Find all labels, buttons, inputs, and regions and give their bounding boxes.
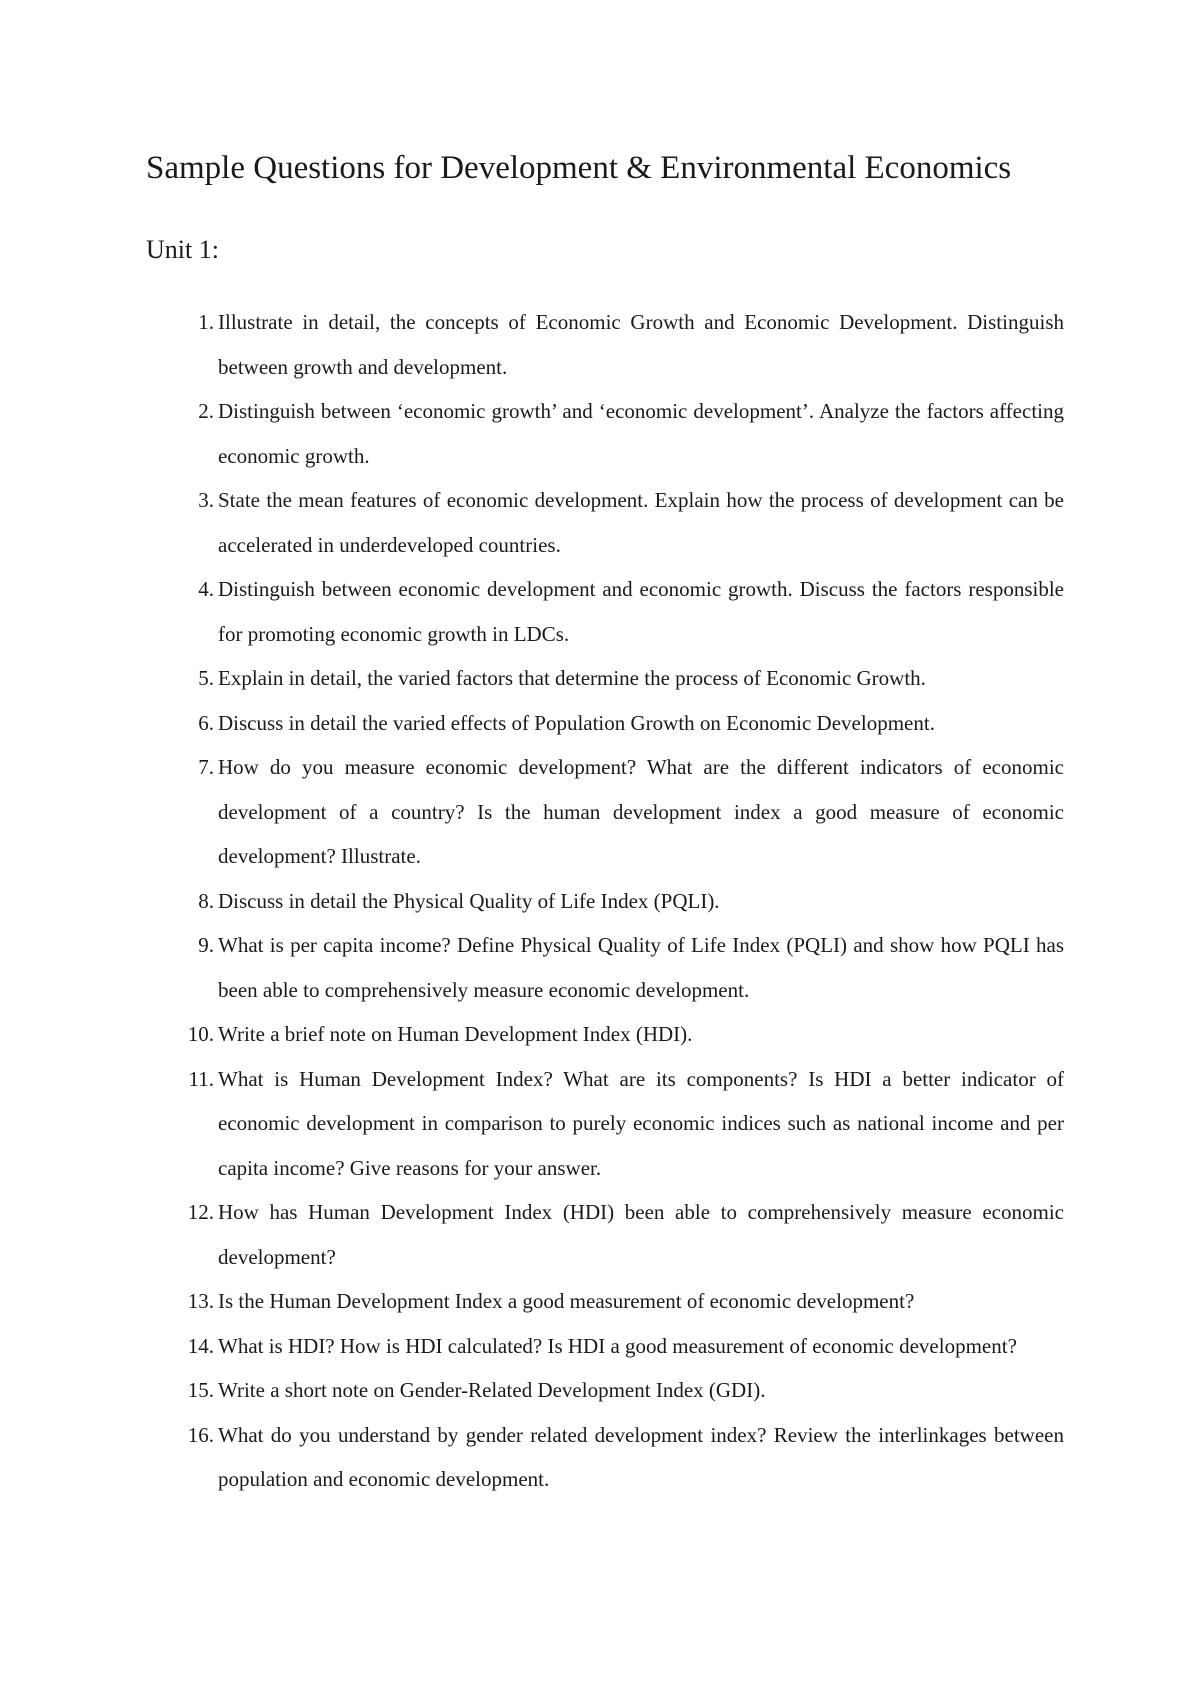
question-number: 16.	[187, 1422, 214, 1447]
question-item	[184, 1324, 1064, 1369]
question-number: 12.	[187, 1200, 214, 1224]
question-number: 6.	[198, 710, 214, 735]
question-item	[184, 701, 1064, 746]
question-item	[184, 1190, 1064, 1279]
question-text: Distinguish between ‘economic growth’ and ‘economic development’. Analyze the factors affecting economic growth.	[218, 399, 1064, 468]
question-item	[184, 1413, 1064, 1502]
question-text: How has Human Development Index (HDI) been able to comprehensively measure economic development?	[218, 1200, 1064, 1269]
unit-heading: Unit 1:	[146, 235, 219, 264]
question-text: Discuss in detail the varied effects of Population Growth on Economic Development.	[218, 710, 935, 735]
question-text: Write a brief note on Human Development Index (HDI).	[218, 1022, 693, 1046]
question-text: How do you measure economic development? What are the different indicators of economic development of a country? Is the human development index a good measure of economic development? Illustrate.	[218, 755, 1064, 868]
question-text: Discuss in detail the Physical Quality of Life Index (PQLI).	[218, 888, 720, 913]
question-number: 11.	[188, 1066, 214, 1091]
question-number: 13.	[187, 1289, 214, 1313]
question-number: 2.	[198, 399, 214, 423]
question-item	[184, 879, 1064, 924]
question-item	[184, 923, 1064, 1012]
question-number: 10.	[187, 1022, 214, 1046]
document-title: Sample Questions for Development & Environmental Economics	[146, 150, 1012, 186]
question-text: Explain in detail, the varied factors that determine the process of Economic Growth.	[218, 666, 926, 690]
question-text: Distinguish between economic development and economic growth. Discuss the factors responsible for promoting economic growth in LDCs.	[218, 577, 1064, 646]
question-number: 1.	[198, 310, 214, 334]
question-list	[184, 300, 1064, 1502]
question-item	[184, 478, 1064, 567]
question-text: State the mean features of economic development. Explain how the process of development can be accelerated in underdeveloped countries.	[218, 488, 1064, 557]
question-number: 9.	[198, 933, 214, 957]
question-number: 14.	[187, 1333, 214, 1358]
question-item	[184, 745, 1064, 879]
question-item	[184, 300, 1064, 389]
question-item	[184, 567, 1064, 656]
question-text: What do you understand by gender related development index? Review the interlinkages between population and economic development.	[218, 1422, 1064, 1491]
question-item	[184, 656, 1064, 701]
question-item	[184, 389, 1064, 478]
question-text: Illustrate in detail, the concepts of Economic Growth and Economic Development. Distinguish between growth and development.	[218, 310, 1064, 379]
question-text: Is the Human Development Index a good measurement of economic development?	[218, 1289, 915, 1313]
question-item	[184, 1057, 1064, 1191]
question-number: 7.	[198, 755, 214, 779]
question-number: 5.	[198, 666, 214, 690]
question-number: 4.	[198, 577, 214, 601]
question-text: What is HDI? How is HDI calculated? Is HDI a good measurement of economic development?	[218, 1333, 1017, 1358]
question-text: What is per capita income? Define Physical Quality of Life Index (PQLI) and show how PQLI has been able to comprehensively measure economic development.	[218, 933, 1064, 1002]
question-item	[184, 1368, 1064, 1413]
question-text: Write a short note on Gender-Related Development Index (GDI).	[218, 1378, 766, 1402]
question-item	[184, 1279, 1064, 1324]
question-number: 8.	[198, 888, 214, 913]
question-number: 15.	[187, 1378, 214, 1402]
question-item	[184, 1012, 1064, 1057]
question-number: 3.	[198, 488, 214, 512]
question-text: What is Human Development Index? What are its components? Is HDI a better indicator of economic development in comparison to purely economic indices such as national income and per capita income? Give reasons for your answer.	[218, 1066, 1064, 1180]
